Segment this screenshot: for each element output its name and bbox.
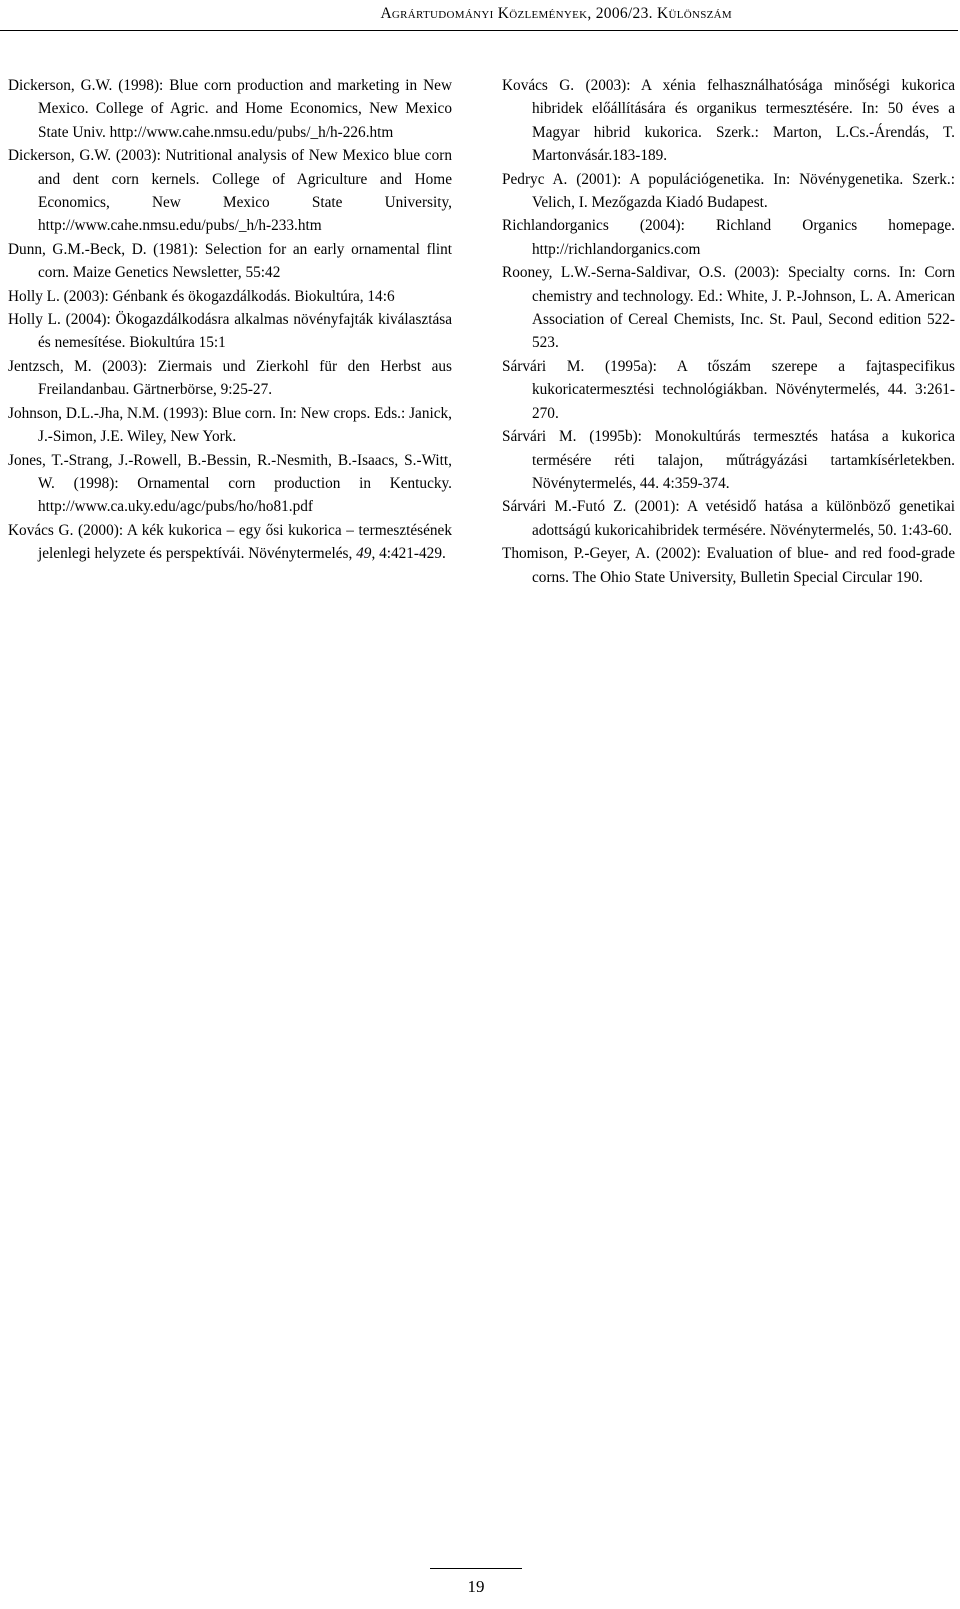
running-header bbox=[0, 0, 960, 36]
reference-entry: Jones, T.-Strang, J.-Rowell, B.-Bessin, R.-Nesmith, B.-Isaacs, S.-Witt, W. (1998): Ornamental corn production in Kentucky. http://www.ca.uky.edu/agc/pubs/ho/ho81.pdf bbox=[8, 451, 452, 516]
reference-entry: Sárvári M. (1995b): Monokultúrás termesztés hatása a kukorica termésére réti talajon, műtrágyázási tartamkísérletekben. Növénytermelés, 44. 4:359-374. bbox=[502, 428, 955, 492]
reference-entry: Jentzsch, M. (2003): Ziermais und Zierkohl für den Herbst aus Freilandanbau. Gärtnerbörse, 9:25-27. bbox=[8, 357, 452, 399]
reference-entry: Dickerson, G.W. (2003): Nutritional analysis of New Mexico blue corn and dent corn kernels. College of Agriculture and Home Economics, New Mexico State University, http://www.cahe.nmsu.edu/pubs/_h/h-233.htm bbox=[8, 147, 452, 235]
reference-entry: Thomison, P.-Geyer, A. (2002): Evaluation of blue- and red food-grade corns. The Ohio State University, Bulletin Special Circular 190. bbox=[502, 545, 955, 586]
references-left-column bbox=[8, 74, 452, 566]
reference-entry: Dunn, G.M.-Beck, D. (1981): Selection for an early ornamental flint corn. Maize Genetics Newsletter, 55:42 bbox=[8, 240, 452, 282]
reference-volume: 49 bbox=[356, 545, 372, 563]
journal-title-text: Agrártudományi Közlemények, 2006/23. Különszám bbox=[380, 5, 732, 22]
reference-text: Kovács G. (2000): A kék kukorica – egy ősi kukorica – termesztésének jelenlegi helyzete és perspektívái. Növénytermelés, bbox=[8, 521, 452, 563]
reference-entry: Sárvári M. (1995a): A tőszám szerepe a fajtaspecifikus kukoricatermesztési technológiákban. Növénytermelés, 44. 3:261-270. bbox=[502, 357, 955, 422]
page-number: 19 bbox=[467, 1577, 485, 1596]
reference-entry: Kovács G. (2003): A xénia felhasználhatósága minőségi kukorica hibridek előállítására és organikus termesztésére. In: 50 éves a Magyar hibrid kukorica. Szerk.: Marton, L.Cs.-Árendás, T. Martonvásár.183-189. bbox=[502, 77, 955, 165]
footer-rule bbox=[430, 1568, 522, 1569]
reference-entry: Pedryc A. (2001): A populációgenetika. In: Növénygenetika. Szerk.: Velich, I. Mezőgazda Kiadó Budapest. bbox=[502, 170, 955, 212]
reference-entry: Holly L. (2004): Ökogazdálkodásra alkalmas növényfajták kiválasztása és nemesítése. Biokultúra 15:1 bbox=[8, 311, 452, 352]
header-rule bbox=[0, 30, 958, 31]
journal-title bbox=[380, 5, 732, 23]
reference-entry: Johnson, D.L.-Jha, N.M. (1993): Blue corn. In: New crops. Eds.: Janick, J.-Simon, J.E. Wiley, New York. bbox=[8, 404, 452, 446]
reference-entry: Richlandorganics (2004): Richland Organics homepage. http://richlandorganics.com bbox=[502, 217, 955, 258]
reference-pages: , 4:421-429. bbox=[371, 545, 446, 563]
reference-entry: Dickerson, G.W. (1998): Blue corn production and marketing in New Mexico. College of Agric. and Home Economics, New Mexico State Univ. http://www.cahe.nmsu.edu/pubs/_h/h-226.htm bbox=[8, 77, 452, 141]
reference-entry: Holly L. (2003): Génbank és ökogazdálkodás. Biokultúra, 14:6 bbox=[8, 287, 395, 305]
reference-entry: Sárvári M.-Futó Z. (2001): A vetésidő hatása a különböző genetikai adottságú kukoricahibridek termésére. Növénytermelés, 50. 1:43-60. bbox=[502, 498, 955, 539]
reference-entry: Rooney, L.W.-Serna-Saldivar, O.S. (2003): Specialty corns. In: Corn chemistry and technology. Ed.: White, J. P.-Johnson, L. A. American Association of Cereal Chemists, Inc. St. Paul, Second edition 522-523. bbox=[502, 264, 955, 352]
references-right-column bbox=[502, 74, 955, 589]
reference-entry bbox=[8, 519, 452, 566]
